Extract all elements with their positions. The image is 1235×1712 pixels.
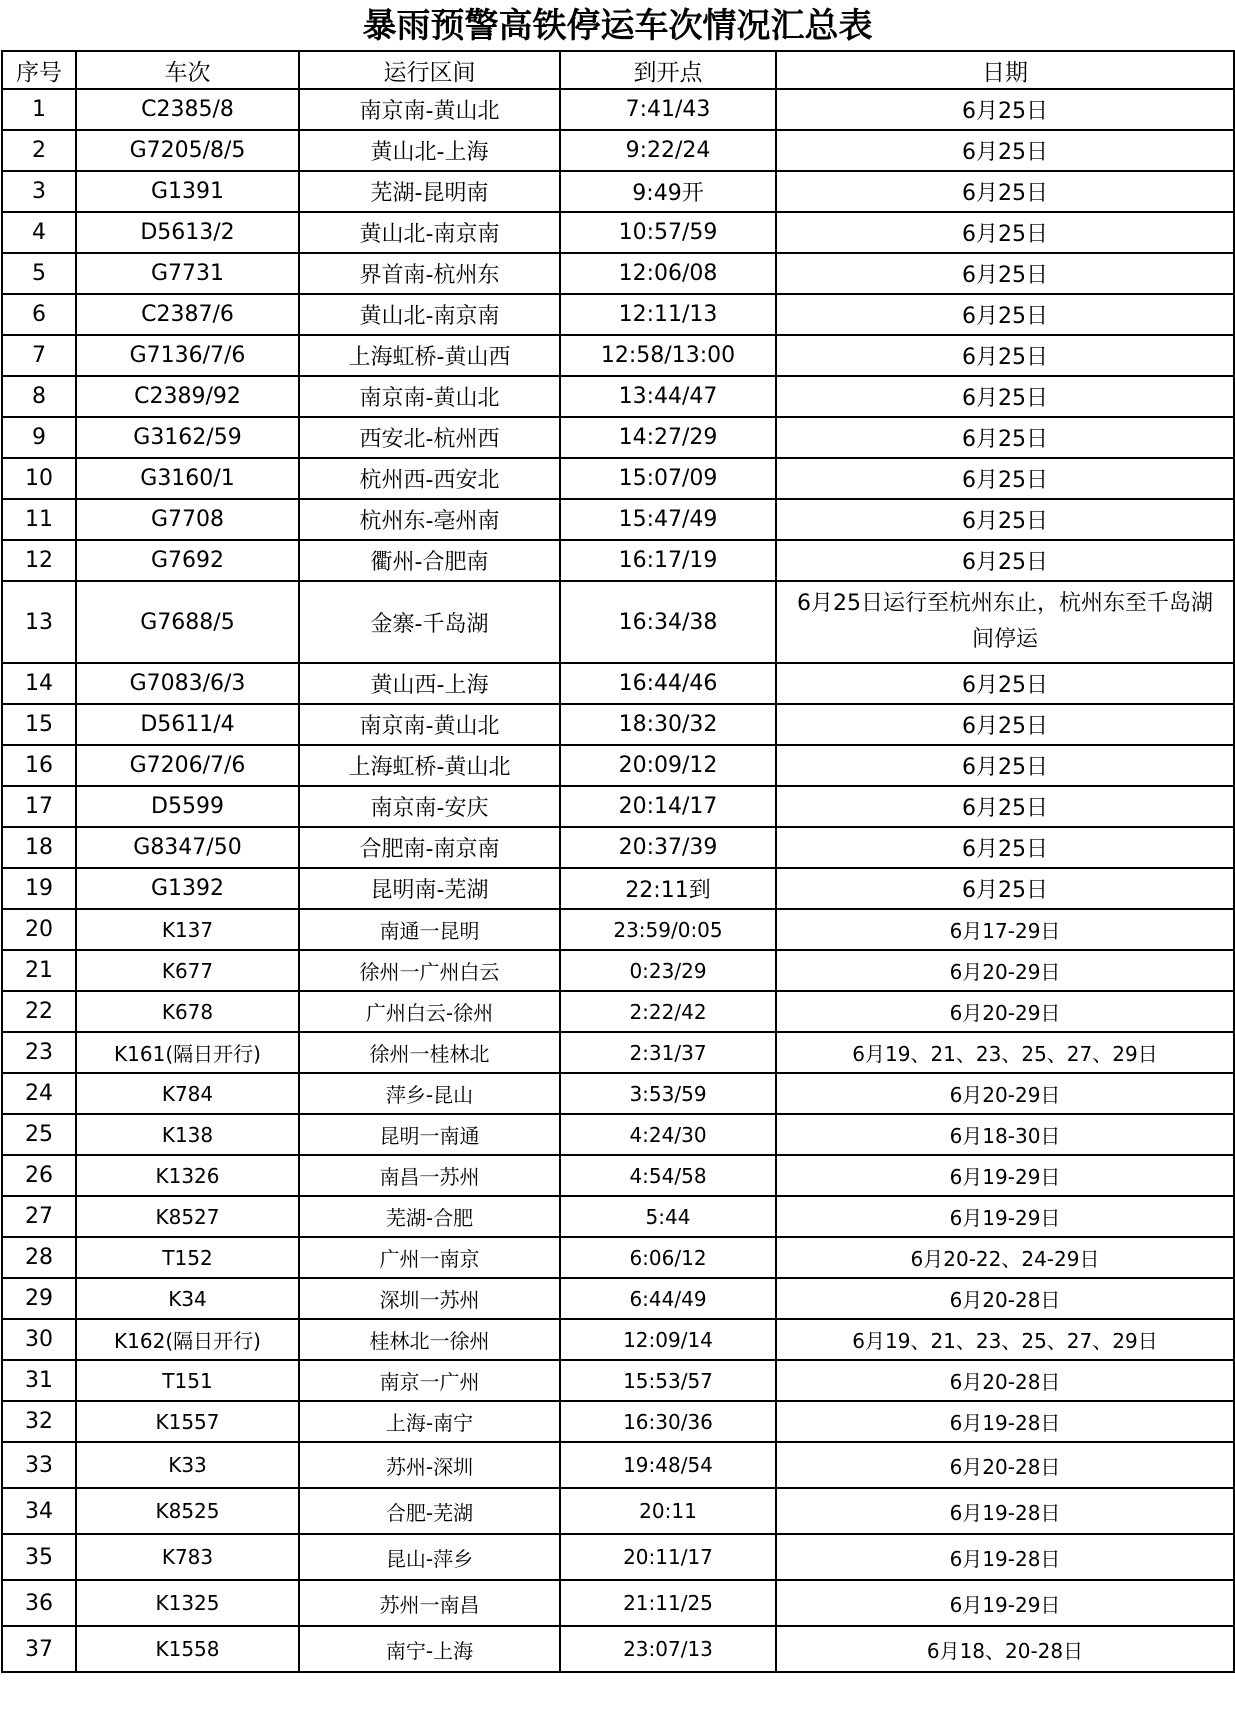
table-row	[2, 581, 1234, 663]
cell-date: 6月25日	[776, 171, 1234, 212]
cell-date: 6月25日	[776, 212, 1234, 253]
cell-train: G7083/6/3	[76, 663, 299, 704]
cell-time: 15:07/09	[560, 458, 776, 499]
cell-time: 12:11/13	[560, 294, 776, 335]
cell-route: 苏州-深圳	[299, 1442, 560, 1488]
cell-time: 14:27/29	[560, 417, 776, 458]
cell-no: 29	[2, 1278, 76, 1319]
cell-date: 6月19-29日	[776, 1155, 1234, 1196]
cell-date: 6月17-29日	[776, 909, 1234, 950]
cell-no: 3	[2, 171, 76, 212]
cell-no: 35	[2, 1534, 76, 1580]
cell-train: D5613/2	[76, 212, 299, 253]
table-row	[2, 253, 1234, 294]
cell-train: G7708	[76, 499, 299, 540]
cell-train: G1392	[76, 868, 299, 909]
cell-time: 15:47/49	[560, 499, 776, 540]
cell-no: 7	[2, 335, 76, 376]
cell-no: 8	[2, 376, 76, 417]
cell-no: 9	[2, 417, 76, 458]
table-body	[2, 89, 1234, 1672]
cell-route: 上海虹桥-黄山西	[299, 335, 560, 376]
cell-no: 18	[2, 827, 76, 868]
cell-no: 13	[2, 581, 76, 663]
cell-route: 广州一南京	[299, 1237, 560, 1278]
table-row	[2, 130, 1234, 171]
cell-train: G7136/7/6	[76, 335, 299, 376]
table-row	[2, 745, 1234, 786]
cell-date: 6月25日	[776, 376, 1234, 417]
table-row	[2, 909, 1234, 950]
cell-date: 6月20-22、24-29日	[776, 1237, 1234, 1278]
cell-no: 37	[2, 1626, 76, 1672]
cell-route: 南京南-安庆	[299, 786, 560, 827]
cell-train: K784	[76, 1073, 299, 1114]
cell-time: 10:57/59	[560, 212, 776, 253]
cell-no: 15	[2, 704, 76, 745]
cell-date: 6月25日	[776, 704, 1234, 745]
table-row	[2, 417, 1234, 458]
cell-train: G3160/1	[76, 458, 299, 499]
cell-train: C2389/92	[76, 376, 299, 417]
cell-date: 6月20-29日	[776, 1073, 1234, 1114]
cell-time: 2:22/42	[560, 991, 776, 1032]
suspension-table	[1, 50, 1235, 1673]
cell-no: 2	[2, 130, 76, 171]
cell-date: 6月20-29日	[776, 950, 1234, 991]
cell-route: 南京南-黄山北	[299, 704, 560, 745]
cell-route: 昆明一南通	[299, 1114, 560, 1155]
cell-time: 21:11/25	[560, 1580, 776, 1626]
cell-date: 6月20-28日	[776, 1278, 1234, 1319]
cell-route: 昆山-萍乡	[299, 1534, 560, 1580]
cell-time: 4:24/30	[560, 1114, 776, 1155]
cell-date: 6月18-30日	[776, 1114, 1234, 1155]
cell-time: 0:23/29	[560, 950, 776, 991]
cell-no: 12	[2, 540, 76, 581]
cell-train: C2387/6	[76, 294, 299, 335]
cell-route: 合肥南-南京南	[299, 827, 560, 868]
cell-date: 6月20-29日	[776, 991, 1234, 1032]
table-row	[2, 991, 1234, 1032]
cell-time: 2:31/37	[560, 1032, 776, 1073]
cell-date: 6月19-28日	[776, 1488, 1234, 1534]
cell-route: 昆明南-芜湖	[299, 868, 560, 909]
cell-no: 27	[2, 1196, 76, 1237]
table-row	[2, 1155, 1234, 1196]
cell-date: 6月20-28日	[776, 1360, 1234, 1401]
cell-route: 衢州-合肥南	[299, 540, 560, 581]
cell-train: C2385/8	[76, 89, 299, 130]
cell-train: K1557	[76, 1401, 299, 1442]
cell-route: 黄山北-上海	[299, 130, 560, 171]
cell-time: 20:09/12	[560, 745, 776, 786]
cell-train: T151	[76, 1360, 299, 1401]
cell-route: 合肥-芜湖	[299, 1488, 560, 1534]
cell-no: 20	[2, 909, 76, 950]
header-time: 到开点	[560, 51, 776, 89]
table-row	[2, 376, 1234, 417]
cell-no: 22	[2, 991, 76, 1032]
cell-no: 4	[2, 212, 76, 253]
table-row	[2, 827, 1234, 868]
cell-time: 12:06/08	[560, 253, 776, 294]
table-row	[2, 540, 1234, 581]
table-row	[2, 1580, 1234, 1626]
cell-route: 桂林北一徐州	[299, 1319, 560, 1360]
cell-train: K8525	[76, 1488, 299, 1534]
cell-date: 6月20-28日	[776, 1442, 1234, 1488]
cell-route: 金寨-千岛湖	[299, 581, 560, 663]
cell-time: 20:14/17	[560, 786, 776, 827]
cell-train: G3162/59	[76, 417, 299, 458]
table-row	[2, 1626, 1234, 1672]
header-date: 日期	[776, 51, 1234, 89]
cell-no: 36	[2, 1580, 76, 1626]
cell-time: 5:44	[560, 1196, 776, 1237]
cell-time: 9:22/24	[560, 130, 776, 171]
table-row	[2, 294, 1234, 335]
cell-time: 16:30/36	[560, 1401, 776, 1442]
cell-no: 34	[2, 1488, 76, 1534]
cell-date: 6月25日	[776, 663, 1234, 704]
cell-route: 南京南-黄山北	[299, 376, 560, 417]
cell-time: 16:17/19	[560, 540, 776, 581]
table-row	[2, 171, 1234, 212]
cell-date: 6月19-29日	[776, 1580, 1234, 1626]
cell-time: 20:11	[560, 1488, 776, 1534]
cell-date: 6月25日	[776, 786, 1234, 827]
cell-time: 22:11到	[560, 868, 776, 909]
table-row	[2, 458, 1234, 499]
cell-train: K1558	[76, 1626, 299, 1672]
cell-date: 6月25日	[776, 253, 1234, 294]
cell-route: 南宁-上海	[299, 1626, 560, 1672]
table-row	[2, 1442, 1234, 1488]
cell-date: 6月19-28日	[776, 1401, 1234, 1442]
header-train: 车次	[76, 51, 299, 89]
cell-date: 6月25日	[776, 499, 1234, 540]
cell-time: 16:44/46	[560, 663, 776, 704]
cell-no: 24	[2, 1073, 76, 1114]
cell-route: 萍乡-昆山	[299, 1073, 560, 1114]
table-row	[2, 1114, 1234, 1155]
cell-no: 16	[2, 745, 76, 786]
cell-no: 33	[2, 1442, 76, 1488]
cell-train: K1326	[76, 1155, 299, 1196]
cell-date: 6月25日	[776, 745, 1234, 786]
cell-time: 18:30/32	[560, 704, 776, 745]
cell-train: K1325	[76, 1580, 299, 1626]
cell-train: K677	[76, 950, 299, 991]
cell-no: 11	[2, 499, 76, 540]
cell-time: 20:37/39	[560, 827, 776, 868]
cell-no: 1	[2, 89, 76, 130]
table-row	[2, 1196, 1234, 1237]
cell-no: 21	[2, 950, 76, 991]
table-row	[2, 786, 1234, 827]
table-row	[2, 1319, 1234, 1360]
table-row	[2, 1278, 1234, 1319]
cell-train: G7692	[76, 540, 299, 581]
cell-no: 31	[2, 1360, 76, 1401]
table-row	[2, 950, 1234, 991]
cell-route: 苏州一南昌	[299, 1580, 560, 1626]
table-row	[2, 1534, 1234, 1580]
cell-route: 南昌一苏州	[299, 1155, 560, 1196]
cell-date: 6月18、20-28日	[776, 1626, 1234, 1672]
cell-time: 13:44/47	[560, 376, 776, 417]
table-row	[2, 1360, 1234, 1401]
cell-time: 20:11/17	[560, 1534, 776, 1580]
cell-route: 上海虹桥-黄山北	[299, 745, 560, 786]
cell-date: 6月19-28日	[776, 1534, 1234, 1580]
cell-route: 杭州东-亳州南	[299, 499, 560, 540]
cell-no: 26	[2, 1155, 76, 1196]
cell-train: K138	[76, 1114, 299, 1155]
table-row	[2, 89, 1234, 130]
table-row	[2, 499, 1234, 540]
header-no: 序号	[2, 51, 76, 89]
cell-route: 杭州西-西安北	[299, 458, 560, 499]
cell-train: K137	[76, 909, 299, 950]
cell-train: G1391	[76, 171, 299, 212]
cell-train: D5611/4	[76, 704, 299, 745]
cell-no: 14	[2, 663, 76, 704]
cell-route: 深圳一苏州	[299, 1278, 560, 1319]
cell-no: 6	[2, 294, 76, 335]
document-title: 暴雨预警高铁停运车次情况汇总表	[362, 6, 873, 46]
cell-time: 9:49开	[560, 171, 776, 212]
cell-route: 黄山西-上海	[299, 663, 560, 704]
cell-no: 25	[2, 1114, 76, 1155]
table-row	[2, 1488, 1234, 1534]
table-row	[2, 868, 1234, 909]
cell-no: 17	[2, 786, 76, 827]
cell-no: 19	[2, 868, 76, 909]
cell-route: 西安北-杭州西	[299, 417, 560, 458]
header-route: 运行区间	[299, 51, 560, 89]
cell-route: 芜湖-昆明南	[299, 171, 560, 212]
table-row	[2, 1237, 1234, 1278]
cell-train: K34	[76, 1278, 299, 1319]
cell-time: 6:44/49	[560, 1278, 776, 1319]
cell-time: 4:54/58	[560, 1155, 776, 1196]
cell-train: G8347/50	[76, 827, 299, 868]
cell-time: 16:34/38	[560, 581, 776, 663]
cell-route: 南京一广州	[299, 1360, 560, 1401]
table-row	[2, 212, 1234, 253]
cell-time: 15:53/57	[560, 1360, 776, 1401]
cell-train: G7688/5	[76, 581, 299, 663]
cell-train: G7731	[76, 253, 299, 294]
cell-time: 23:59/0:05	[560, 909, 776, 950]
cell-no: 5	[2, 253, 76, 294]
cell-date: 6月25日	[776, 89, 1234, 130]
cell-time: 12:09/14	[560, 1319, 776, 1360]
cell-no: 32	[2, 1401, 76, 1442]
cell-date: 6月25日	[776, 130, 1234, 171]
cell-date: 6月25日运行至杭州东止，杭州东至千岛湖间停运	[776, 581, 1234, 663]
cell-route: 黄山北-南京南	[299, 212, 560, 253]
cell-train: G7205/8/5	[76, 130, 299, 171]
cell-route: 南通一昆明	[299, 909, 560, 950]
cell-train: K162(隔日开行)	[76, 1319, 299, 1360]
cell-train: K161(隔日开行)	[76, 1032, 299, 1073]
cell-date: 6月25日	[776, 458, 1234, 499]
cell-time: 23:07/13	[560, 1626, 776, 1672]
cell-train: T152	[76, 1237, 299, 1278]
cell-time: 7:41/43	[560, 89, 776, 130]
cell-date: 6月19、21、23、25、27、29日	[776, 1032, 1234, 1073]
cell-route: 徐州一桂林北	[299, 1032, 560, 1073]
table-row	[2, 704, 1234, 745]
cell-route: 上海-南宁	[299, 1401, 560, 1442]
cell-date: 6月25日	[776, 540, 1234, 581]
cell-date: 6月25日	[776, 868, 1234, 909]
cell-time: 6:06/12	[560, 1237, 776, 1278]
cell-no: 30	[2, 1319, 76, 1360]
cell-route: 芜湖-合肥	[299, 1196, 560, 1237]
cell-time: 19:48/54	[560, 1442, 776, 1488]
table-row	[2, 1401, 1234, 1442]
cell-time: 3:53/59	[560, 1073, 776, 1114]
cell-train: K678	[76, 991, 299, 1032]
cell-train: D5599	[76, 786, 299, 827]
cell-train: K8527	[76, 1196, 299, 1237]
cell-train: G7206/7/6	[76, 745, 299, 786]
header-row	[2, 51, 1234, 89]
cell-no: 23	[2, 1032, 76, 1073]
cell-route: 界首南-杭州东	[299, 253, 560, 294]
table-row	[2, 663, 1234, 704]
cell-date: 6月25日	[776, 294, 1234, 335]
cell-route: 徐州一广州白云	[299, 950, 560, 991]
cell-train: K33	[76, 1442, 299, 1488]
cell-route: 广州白云-徐州	[299, 991, 560, 1032]
cell-date: 6月25日	[776, 417, 1234, 458]
table-row	[2, 1073, 1234, 1114]
table-row	[2, 1032, 1234, 1073]
cell-no: 10	[2, 458, 76, 499]
cell-time: 12:58/13:00	[560, 335, 776, 376]
cell-no: 28	[2, 1237, 76, 1278]
cell-train: K783	[76, 1534, 299, 1580]
cell-route: 黄山北-南京南	[299, 294, 560, 335]
cell-date: 6月19、21、23、25、27、29日	[776, 1319, 1234, 1360]
cell-date: 6月25日	[776, 827, 1234, 868]
cell-route: 南京南-黄山北	[299, 89, 560, 130]
cell-date: 6月25日	[776, 335, 1234, 376]
cell-date: 6月19-29日	[776, 1196, 1234, 1237]
table-row	[2, 335, 1234, 376]
